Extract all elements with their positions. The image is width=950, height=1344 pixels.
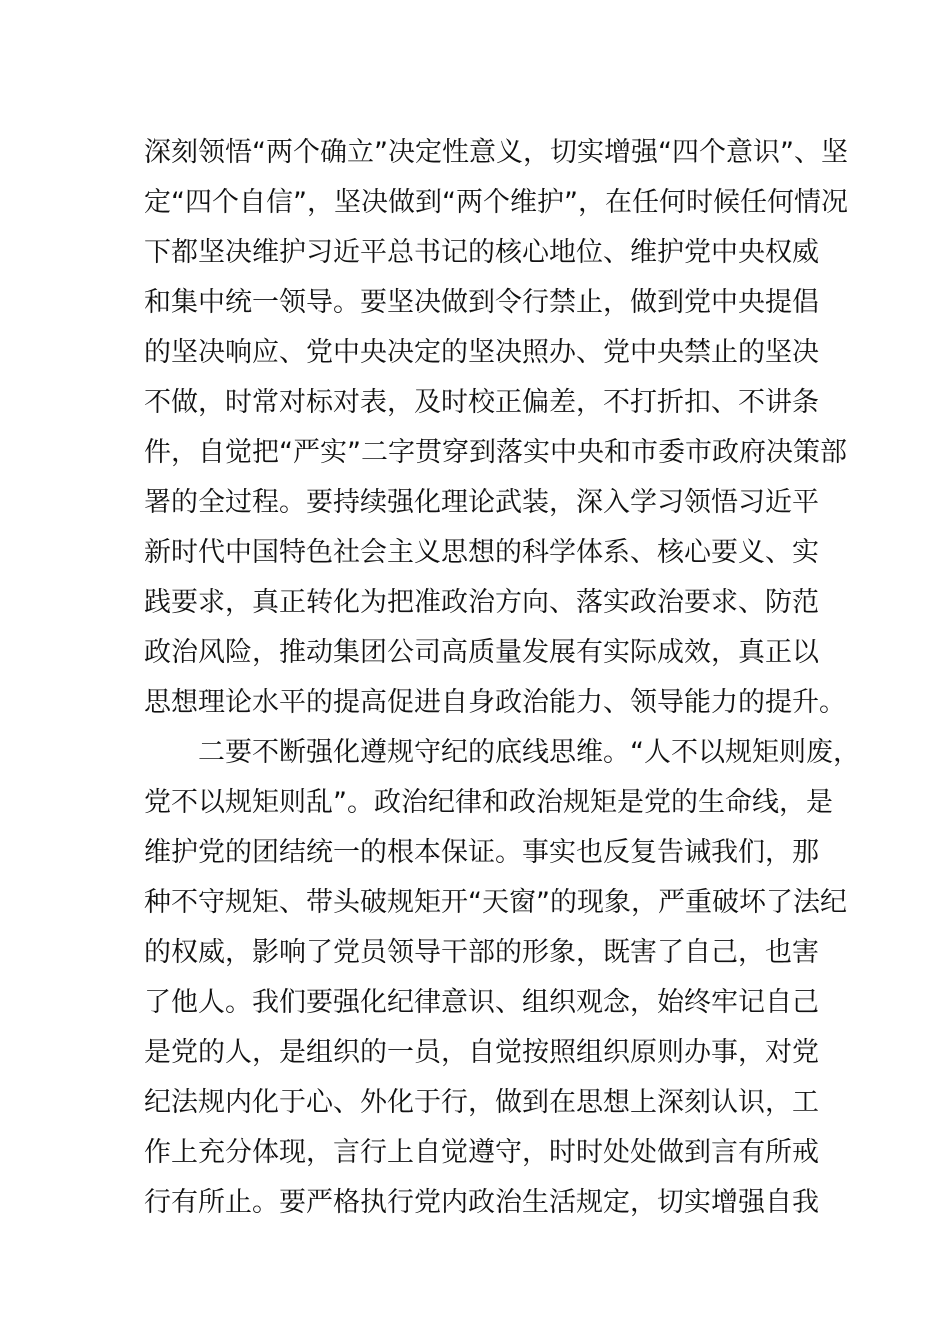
text-line: 种不守规矩、带头破规矩开“天窗”的现象，严重破坏了法纪: [144, 887, 847, 918]
text-line: 的权威，影响了党员领导干部的形象，既害了自己，也害: [144, 937, 819, 968]
text-line: 署的全过程。要持续强化理论武装，深入学习领悟习近平: [144, 487, 819, 518]
text-line: 行有所止。要严格执行党内政治生活规定，切实增强自我: [144, 1187, 819, 1218]
text-line: 政治风险，推动集团公司高质量发展有实际成效，真正以: [144, 637, 819, 668]
text-line: 践要求，真正转化为把准政治方向、落实政治要求、防范: [144, 587, 819, 618]
text-line: 党不以规矩则乱”。政治纪律和政治规矩是党的生命线，是: [144, 787, 833, 818]
text-line: 下都坚决维护习近平总书记的核心地位、维护党中央权威: [144, 237, 819, 268]
text-line: 作上充分体现，言行上自觉遵守，时时处处做到言有所戒: [144, 1137, 819, 1168]
text-line: 不做，时常对标对表，及时校正偏差，不打折扣、不讲条: [144, 387, 819, 418]
text-line: 深刻领悟“两个确立”决定性意义，切实增强“四个意识”、坚: [144, 137, 848, 168]
text-line: 思想理论水平的提高促进自身政治能力、领导能力的提升。: [144, 687, 846, 718]
text-line: 了他人。我们要强化纪律意识、组织观念，始终牢记自己: [144, 987, 819, 1018]
text-line: 纪法规内化于心、外化于行，做到在思想上深刻认识，工: [144, 1087, 819, 1118]
body-text: [144, 128, 860, 1228]
paragraph-start-line: 二要不断强化遵规守纪的底线思维。“人不以规矩则废，: [144, 737, 860, 768]
text-line: 维护党的团结统一的根本保证。事实也反复告诫我们，那: [144, 837, 819, 868]
text-line: 是党的人，是组织的一员，自觉按照组织原则办事，对党: [144, 1037, 819, 1068]
text-line: 件，自觉把“严实”二字贯穿到落实中央和市委市政府决策部: [144, 437, 847, 468]
text-line: 新时代中国特色社会主义思想的科学体系、核心要义、实: [144, 537, 819, 568]
text-line: 的坚决响应、党中央决定的坚决照办、党中央禁止的坚决: [144, 337, 819, 368]
text-line: 定“四个自信”，坚决做到“两个维护”，在任何时候任何情况: [144, 187, 848, 218]
text-line: 和集中统一领导。要坚决做到令行禁止，做到党中央提倡: [144, 287, 819, 318]
